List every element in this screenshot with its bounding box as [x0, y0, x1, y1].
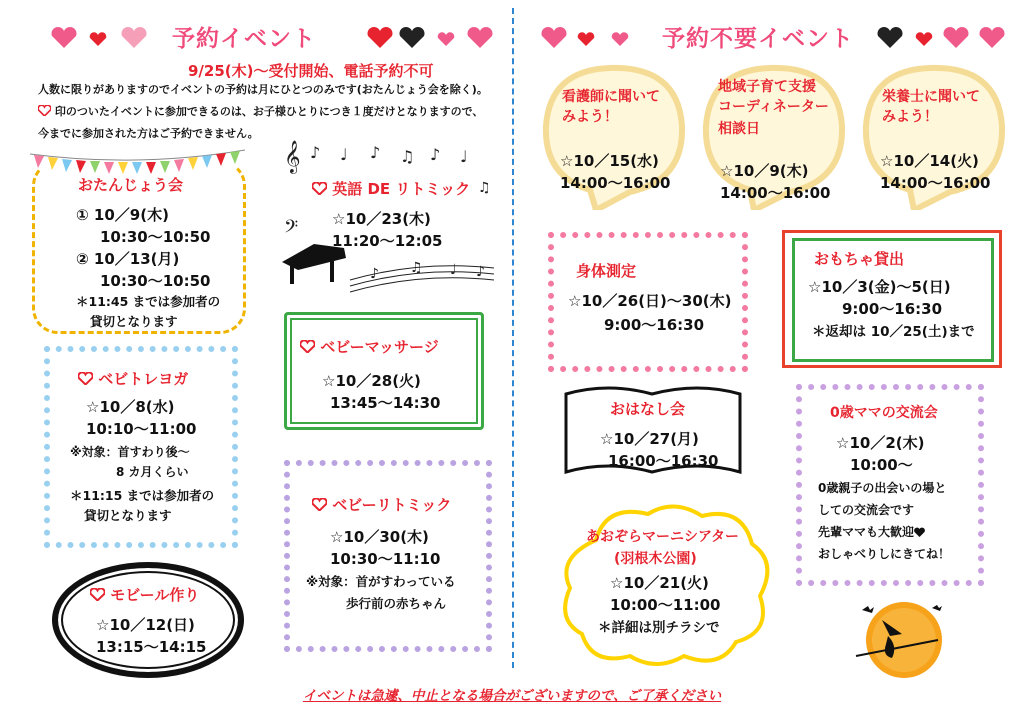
nurse-time: 14:00～16:00 [560, 174, 671, 192]
mama-meetup-note-2: しての交流会です [818, 503, 915, 517]
body-measurement-date: ☆10／26(日)～30(木) [568, 292, 732, 310]
svg-text:♫: ♫ [410, 260, 423, 276]
heart-icon [90, 588, 105, 601]
theater-time: 10:00～11:00 [610, 596, 721, 614]
body-measurement-title: 身体測定 [576, 262, 637, 280]
birthday-line-4: 10:30～10:50 [100, 272, 211, 290]
birthday-line-1: ① 10／9(木) [76, 206, 169, 224]
english-rhythmic-title [312, 178, 470, 199]
reservation-start-notice: 9/25(木)～受付開始、電話予約不可 [188, 62, 434, 80]
baby-massage-date: ☆10／28(火) [322, 372, 421, 390]
no-reservation-events-heading: 予約不要イベント [662, 26, 854, 52]
mama-meetup-note-1: 0歳親子の出会いの場と [818, 481, 947, 495]
svg-text:♪: ♪ [370, 143, 381, 162]
baby-yoga-note-2: 8 カ月くらい [116, 465, 189, 479]
svg-text:♪: ♪ [310, 143, 321, 162]
baby-yoga-note-1: ※対象：首すわり後～ [70, 445, 190, 459]
storytelling-title: おはなし会 [610, 400, 686, 418]
baby-yoga-note-4: 貸切となります [84, 508, 172, 523]
mama-meetup-time: 10:00～ [850, 456, 913, 474]
mama-meetup-note-3 [818, 522, 925, 542]
heart-icon [38, 105, 51, 116]
heart-icon [312, 498, 327, 511]
coordinator-date: ☆10／9(木) [720, 162, 809, 180]
nurse-title-1: 看護師に聞いて [562, 89, 660, 105]
english-rhythmic-title-text: 英語 DE リトミック [332, 180, 471, 198]
baby-yoga-note-3: ＊11:15 までは参加者の [70, 488, 215, 503]
baby-yoga-time: 10:10～11:00 [86, 420, 197, 438]
svg-text:♩: ♩ [450, 262, 457, 278]
heart-icon [78, 372, 93, 385]
note-line-2 [38, 102, 483, 122]
mobile-making-title [90, 584, 199, 605]
theater-note: ＊詳細は別チラシで [598, 620, 720, 636]
baby-yoga-title-text: ベビトレヨガ [98, 370, 189, 388]
toy-lending-time: 9:00～16:30 [842, 300, 943, 318]
column-divider [512, 8, 514, 668]
baby-yoga-title [78, 368, 188, 389]
mama-meetup-note-4: おしゃべりしにきてね！ [818, 547, 951, 561]
svg-text:♫: ♫ [478, 180, 491, 196]
coordinator-title-1: 地域子育て支援 [718, 79, 816, 95]
dietitian-title-2: みよう！ [882, 109, 938, 125]
baby-rhythmic-date: ☆10／30(木) [330, 528, 429, 546]
svg-text:♪: ♪ [370, 266, 379, 282]
storytelling-date: ☆10／27(月) [600, 430, 699, 448]
baby-rhythmic-title [312, 494, 451, 515]
baby-yoga-date: ☆10／8(水) [86, 398, 175, 416]
svg-text:♪: ♪ [430, 145, 441, 164]
dietitian-time: 14:00～16:00 [880, 174, 991, 192]
coordinator-time: 14:00～16:00 [720, 184, 831, 202]
birthday-line-2: 10:30～10:50 [100, 228, 211, 246]
heart-icon [300, 340, 315, 353]
baby-rhythmic-note-1: ※対象：首がすわっている [306, 574, 456, 589]
baby-rhythmic-time: 10:30～11:10 [330, 550, 441, 568]
dietitian-title-1: 栄養士に聞いて [882, 89, 980, 105]
mama-meetup-title: 0歳ママの交流会 [830, 405, 938, 421]
storytelling-time: 16:00～16:30 [608, 452, 719, 470]
coordinator-title-3: 相談日 [718, 121, 760, 137]
toy-lending-date: ☆10／3(金)～5(日) [808, 278, 951, 296]
svg-text:♪: ♪ [476, 264, 485, 280]
english-rhythmic-time: 11:20～12:05 [332, 232, 443, 250]
theater-place: (羽根木公園) [614, 551, 697, 567]
witch-moon-illustration [842, 600, 952, 682]
birthday-line-3: ② 10／13(月) [76, 250, 180, 268]
heart-icon [312, 182, 327, 195]
baby-massage-title-text: ベビーマッサージ [320, 338, 439, 356]
baby-massage-time: 13:45～14:30 [330, 394, 441, 412]
svg-text:𝄞: 𝄞 [284, 140, 301, 173]
mobile-making-date: ☆10／12(日) [96, 616, 195, 634]
note-line-3: 今までに参加された方はご予約できません。 [38, 127, 259, 140]
mama-meetup-date: ☆10／2(木) [836, 434, 925, 452]
theater-title: あおぞらマーニシアター [586, 529, 740, 545]
mobile-making-title-text: モビール作り [110, 586, 200, 604]
svg-text:♫: ♫ [400, 147, 415, 166]
toy-lending-title: おもちゃ貸出 [814, 250, 905, 268]
mama-meetup-note-3-text: 先輩ママも大歓迎 [818, 525, 915, 539]
english-rhythmic-date: ☆10／23(木) [332, 210, 431, 228]
body-measurement-time: 9:00～16:30 [604, 316, 705, 334]
note-line-2-text: 印のついたイベントに参加できるのは、お子様ひとりにつき１度だけとなりますので、 [54, 105, 484, 118]
birthday-line-6: 貸切となります [90, 314, 178, 329]
nurse-title-2: みよう！ [562, 109, 618, 125]
coordinator-title-2: コーディネーター [718, 99, 829, 115]
birthday-title: おたんじょう会 [78, 176, 184, 194]
baby-massage-title [300, 336, 439, 357]
birthday-line-5: ＊11:45 までは参加者の [76, 294, 221, 309]
svg-text:♩: ♩ [340, 145, 348, 164]
nurse-date: ☆10／15(水) [560, 152, 659, 170]
note-line-1: 人数に限りがありますのでイベントの予約は月にひとつのみです(おたんじょう会を除く)。 [38, 83, 488, 96]
heart-icon [914, 527, 925, 537]
svg-text:𝄢: 𝄢 [284, 217, 299, 242]
footer-notice: イベントは急遽、中止となる場合がございますので、ご了承ください [302, 688, 722, 704]
toy-lending-note: ＊返却は 10／25(土)まで [812, 324, 975, 340]
svg-text:♩: ♩ [460, 147, 468, 166]
dietitian-date: ☆10／14(火) [880, 152, 979, 170]
baby-rhythmic-title-text: ベビーリトミック [332, 496, 452, 514]
baby-rhythmic-note-2: 歩行前の赤ちゃん [346, 596, 447, 611]
theater-date: ☆10／21(火) [610, 574, 709, 592]
mobile-making-time: 13:15～14:15 [96, 638, 207, 656]
reservation-events-heading: 予約イベント [172, 26, 316, 52]
